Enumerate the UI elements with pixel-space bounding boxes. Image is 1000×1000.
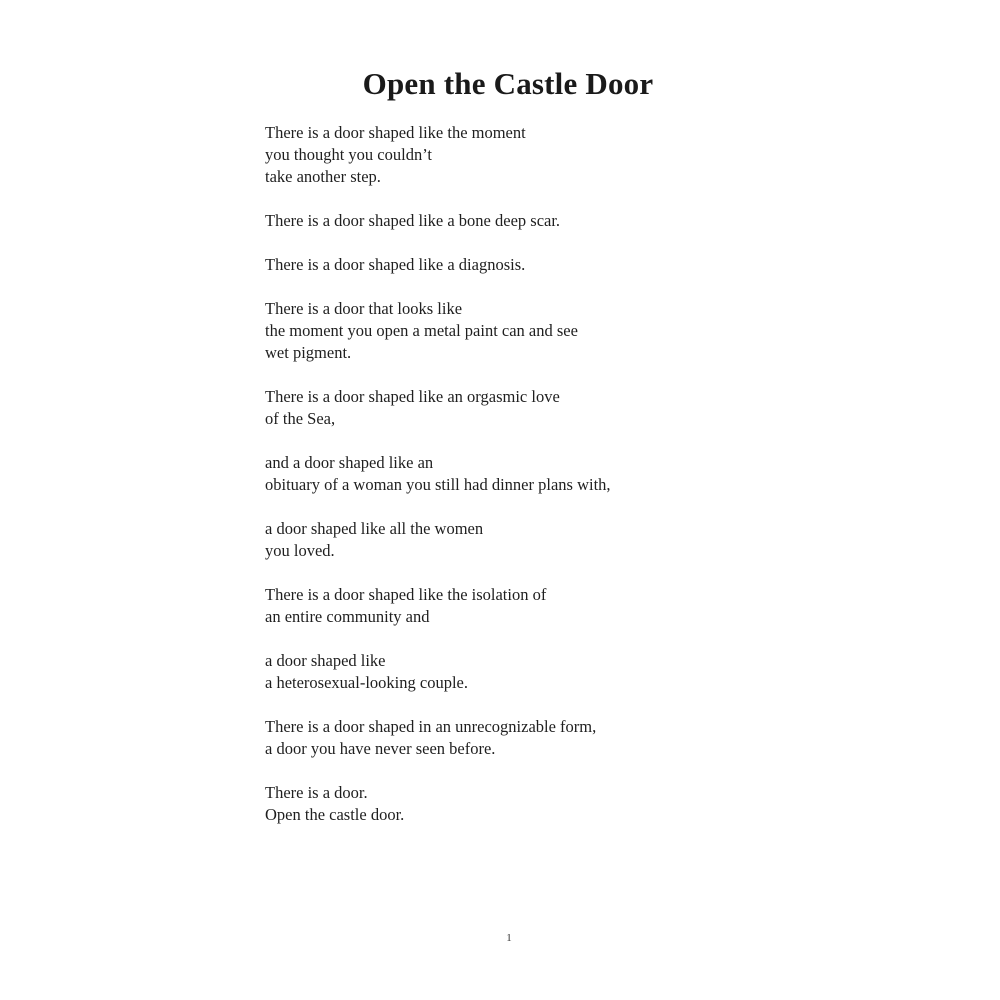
poem-line: wet pigment. <box>265 343 352 362</box>
poem-line: take another step. <box>265 167 381 186</box>
poem-line: an entire community and <box>265 607 430 626</box>
poem-line: There is a door shaped like a diagnosis. <box>265 255 526 274</box>
poem-line: of the Sea, <box>265 409 336 428</box>
poem-line: There is a door shaped like an orgasmic love <box>265 387 560 406</box>
stanza <box>265 122 785 188</box>
stanza <box>265 210 785 232</box>
stanza <box>265 254 785 276</box>
poem-line: a heterosexual-looking couple. <box>265 673 468 692</box>
poem-line: There is a door. <box>265 783 368 802</box>
poem-line: a door you have never seen before. <box>265 739 496 758</box>
stanza <box>265 584 785 628</box>
poem-line: There is a door shaped in an unrecognizable form, <box>265 717 597 736</box>
stanza <box>265 452 785 496</box>
poem-line: a door shaped like all the women <box>265 519 484 538</box>
poem-line: and a door shaped like an <box>265 453 434 472</box>
stanza <box>265 650 785 694</box>
poem-line: There is a door shaped like the moment <box>265 123 526 142</box>
poem-line: you thought you couldn’t <box>265 145 432 164</box>
poem-line: There is a door that looks like <box>265 299 463 318</box>
poem-line: the moment you open a metal paint can and see <box>265 321 578 340</box>
page-number: 1 <box>506 932 512 944</box>
stanza <box>265 518 785 562</box>
poem-body <box>265 122 785 848</box>
stanza <box>265 782 785 826</box>
poem-line: obituary of a woman you still had dinner plans with, <box>265 475 611 494</box>
poem-line: you loved. <box>265 541 335 560</box>
stanza <box>265 298 785 364</box>
stanza <box>265 386 785 430</box>
poem-title: Open the Castle Door <box>362 66 654 101</box>
poem-line: There is a door shaped like the isolation of <box>265 585 547 604</box>
poem-line: There is a door shaped like a bone deep scar. <box>265 211 561 230</box>
poem-line: a door shaped like <box>265 651 386 670</box>
stanza <box>265 716 785 760</box>
poem-line: Open the castle door. <box>265 805 405 824</box>
